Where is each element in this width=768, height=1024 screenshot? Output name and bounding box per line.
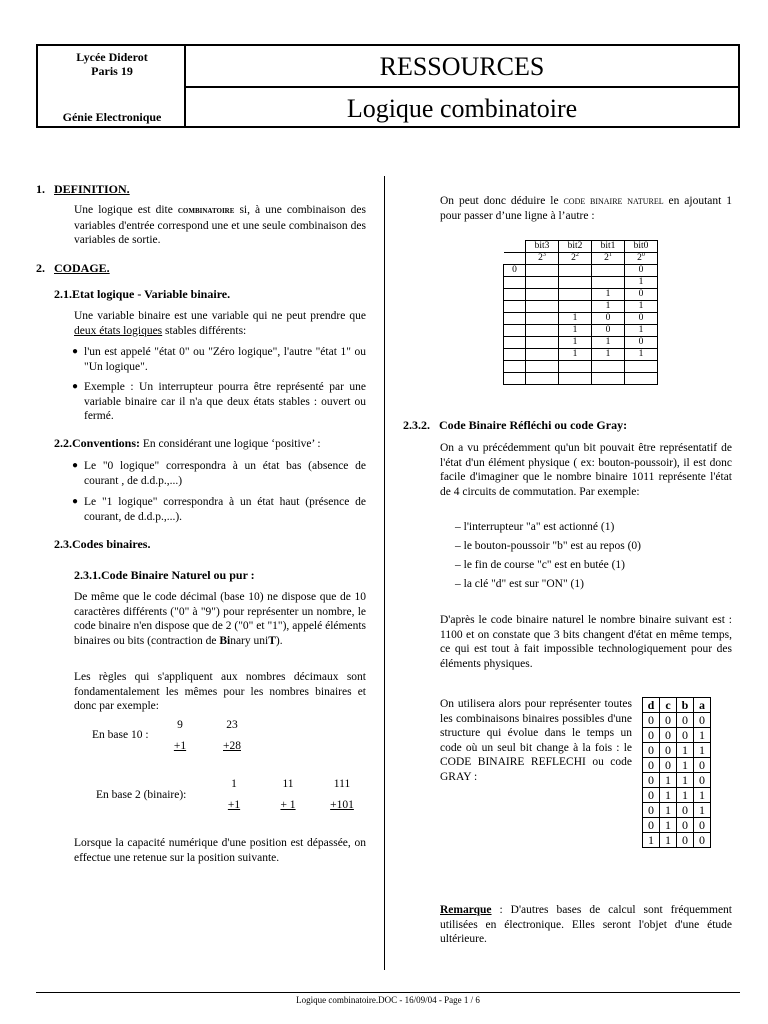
bullet-icon: ● xyxy=(72,346,79,357)
table-header-cell: d xyxy=(643,698,660,713)
table-cell: 0 xyxy=(643,728,660,743)
document-header xyxy=(36,44,740,128)
table-cell xyxy=(526,301,559,313)
table-cell: 1 xyxy=(677,788,694,803)
table-cell: 0 xyxy=(592,313,625,325)
table-cell xyxy=(504,337,526,349)
weight-base: 2 xyxy=(538,253,543,263)
section-title: Code Binaire Réfléchi ou code Gray: xyxy=(439,418,628,432)
table-row xyxy=(643,803,711,818)
base2-label: En base 2 (binaire): xyxy=(96,789,187,801)
table-cell: 1 xyxy=(625,277,658,289)
table-header-cell: b xyxy=(677,698,694,713)
text-run: On peut donc déduire le xyxy=(440,195,564,207)
header-divider xyxy=(186,86,738,88)
table-cell: 0 xyxy=(625,313,658,325)
section-2-3-1-heading: 2.3.1.Code Binaire Naturel ou pur : xyxy=(74,568,255,582)
table-row xyxy=(504,373,658,385)
binary-variable-paragraph xyxy=(74,309,366,338)
table-body xyxy=(504,265,658,385)
table-cell: 1 xyxy=(559,313,592,325)
table-cell: 0 xyxy=(677,803,694,818)
remark-paragraph xyxy=(440,903,732,947)
table-cell: 0 xyxy=(677,728,694,743)
section-number: 2. xyxy=(36,261,45,275)
table-cell: 0 xyxy=(643,713,660,728)
carry-paragraph: Lorsque la capacité numérique d'une position est dépassée, on effectue une retenue sur la position suivante. xyxy=(74,837,366,864)
text-run: en ajoutant 1 pour passer d’une ligne à l’autre : xyxy=(440,195,732,222)
table-cell xyxy=(559,373,592,385)
table-cell: 0 xyxy=(643,773,660,788)
table-cell: 1 xyxy=(559,325,592,337)
sum-operand: 111 xyxy=(333,778,351,790)
table-cell: 1 xyxy=(660,818,677,833)
header-school-box xyxy=(38,46,186,126)
section-2-3-heading: 2.3.Codes binaires. xyxy=(54,537,151,551)
table-cell: 0 xyxy=(625,289,658,301)
table-cell: 1 xyxy=(660,803,677,818)
gray-code-table xyxy=(642,697,711,848)
table-header-row xyxy=(504,241,658,253)
table-header-cell: c xyxy=(660,698,677,713)
department-name: Génie Electronique xyxy=(62,110,162,124)
table-cell: 1 xyxy=(660,773,677,788)
bullet-text: l'un est appelé "état 0" ou "Zéro logique", l'autre "état 1" ou "Un logique". xyxy=(84,346,366,373)
table-cell xyxy=(526,349,559,361)
weight-base: 2 xyxy=(571,253,576,263)
table-row xyxy=(504,277,658,289)
bullet-text: Le "1 logique" correspondra à un état haut (présence de courant, de d.d.p.,...). xyxy=(84,496,366,523)
dash-item-text: l'interrupteur "a" est actionné (1) xyxy=(463,521,615,533)
table-cell: 1 xyxy=(660,788,677,803)
table-cell: 0 xyxy=(694,773,711,788)
table-cell xyxy=(559,301,592,313)
table-cell: 1 xyxy=(677,758,694,773)
table-cell xyxy=(625,361,658,373)
base2-sum xyxy=(324,777,360,812)
sum-operand: 23 xyxy=(226,719,238,731)
dash-item: – le fin de course "c" est en butée (1) xyxy=(455,559,626,571)
text-run: Une logique est dite xyxy=(74,204,178,216)
table-cell: 1 xyxy=(694,743,711,758)
table-cell: 1 xyxy=(592,301,625,313)
table-cell: 1 xyxy=(677,773,694,788)
school-name: Lycée Diderot xyxy=(76,50,148,64)
table-cell: 0 xyxy=(694,713,711,728)
weight-cell xyxy=(526,253,559,265)
table-cell: 1 xyxy=(592,337,625,349)
sum-operand: 11 xyxy=(282,778,294,790)
table-cell: 1 xyxy=(592,289,625,301)
sum-operand: 9 xyxy=(177,719,183,731)
table-cell: 0 xyxy=(504,265,526,277)
table-row xyxy=(504,349,658,361)
section-2-3-2-heading xyxy=(403,418,733,434)
table-cell xyxy=(559,361,592,373)
school-city: Paris 19 xyxy=(91,64,133,78)
header-subtitle: Logique combinatoire xyxy=(346,94,578,123)
text-run: stables différents: xyxy=(162,324,247,337)
section-2-2-heading xyxy=(54,436,366,452)
natural-binary-table xyxy=(503,240,658,385)
gray-code-paragraph: On utilisera alors pour représenter toutes les combinaisons binaires possibles d'une structure qui évolue dans le temps un code où un seul bit change à la fois : le CODE BINAIRE REFLECHI ou code GRAY : xyxy=(440,698,632,783)
table-row xyxy=(643,758,711,773)
table-row xyxy=(643,728,711,743)
table-cell xyxy=(592,373,625,385)
section-title: 2.2.Conventions: xyxy=(54,436,141,450)
table-row xyxy=(643,773,711,788)
table-cell xyxy=(592,277,625,289)
table-header-cell: a xyxy=(694,698,711,713)
dash-item-text: le fin de course "c" est en butée (1) xyxy=(463,559,626,571)
table-cell: 0 xyxy=(677,713,694,728)
weight-base: 2 xyxy=(604,253,609,263)
natural-binary-paragraph xyxy=(74,590,366,648)
table-cell xyxy=(526,337,559,349)
table-cell: 1 xyxy=(592,349,625,361)
sum-addend: +28 xyxy=(223,739,241,752)
table-cell xyxy=(559,289,592,301)
table-cell: 0 xyxy=(694,758,711,773)
base2-sum xyxy=(220,777,248,812)
text-run: De même que le code décimal (base 10) ne dispose que de 10 caractères différents ("0" à "9") pour représenter un nombre, le code binaire n'en dispose que de 2 ("0" et "1"), appelé éléments binaires ou bits (contraction de xyxy=(74,591,366,647)
table-cell: 0 xyxy=(643,758,660,773)
dash-item-text: la clé "d" est sur "ON" (1) xyxy=(463,578,584,590)
table-cell xyxy=(559,265,592,277)
sum-addend: +101 xyxy=(330,798,354,811)
section-number: 1. xyxy=(36,182,45,196)
bullet-text: Exemple : Un interrupteur pourra être représenté par une variable binaire car il n'a que deux états stables : ouvert ou fermé. xyxy=(84,381,366,422)
table-cell: 0 xyxy=(643,818,660,833)
table-cell: 0 xyxy=(625,265,658,277)
table-header-cell: bit1 xyxy=(592,241,625,253)
table-cell: 1 xyxy=(643,833,660,848)
section-2-1-heading: 2.1.Etat logique - Variable binaire. xyxy=(54,287,231,301)
table-cell xyxy=(504,277,526,289)
sum-addend: +1 xyxy=(227,798,241,811)
table-cell xyxy=(526,289,559,301)
weight-base: 2 xyxy=(637,253,642,263)
table-cell xyxy=(526,325,559,337)
sum-addend: +1 xyxy=(173,739,187,752)
table-cell xyxy=(592,265,625,277)
table-cell: 0 xyxy=(592,325,625,337)
bullet-icon: ● xyxy=(72,496,79,507)
bold-text: Bi xyxy=(219,634,231,647)
base10-sum xyxy=(166,718,194,753)
table-cell xyxy=(526,361,559,373)
section-number: 2.3.2. xyxy=(403,418,430,432)
rules-paragraph: Les règles qui s'appliquent aux nombres décimaux sont fondamentalement les mêmes pour les nombres binaires et donc par exemple: xyxy=(74,671,366,712)
weight-exponent: 3 xyxy=(542,251,546,258)
bullet-item xyxy=(72,380,366,424)
table-row xyxy=(504,289,658,301)
table-row xyxy=(504,265,658,277)
table-cell xyxy=(592,361,625,373)
bullet-icon: ● xyxy=(72,381,79,392)
header-title: RESSOURCES xyxy=(379,52,545,81)
table-header-cell: bit0 xyxy=(625,241,658,253)
table-cell: 0 xyxy=(643,803,660,818)
keyword-combinatoire: combinatoire xyxy=(177,205,235,216)
table-cell xyxy=(504,241,526,253)
text-run: ). xyxy=(275,634,283,647)
weight-exponent: 1 xyxy=(608,251,612,258)
table-cell: 1 xyxy=(559,349,592,361)
table-cell xyxy=(504,301,526,313)
table-cell xyxy=(504,373,526,385)
table-cell: 0 xyxy=(660,713,677,728)
table-cell xyxy=(526,313,559,325)
section-1-heading xyxy=(36,182,130,197)
sum-operand: 1 xyxy=(231,778,237,790)
table-cell: 1 xyxy=(660,833,677,848)
bullet-item xyxy=(72,459,366,488)
text-run: nary uni xyxy=(230,634,269,647)
table-cell xyxy=(526,277,559,289)
table-weight-row xyxy=(504,253,658,265)
weight-cell xyxy=(625,253,658,265)
table-cell: 0 xyxy=(694,833,711,848)
table-cell xyxy=(625,373,658,385)
sum-addend: + 1 xyxy=(280,798,296,811)
base10-sum xyxy=(216,718,248,753)
table-header-row xyxy=(643,698,711,713)
column-divider xyxy=(384,176,385,970)
table-body xyxy=(643,713,711,848)
section-2-heading xyxy=(36,261,110,276)
table-cell xyxy=(504,349,526,361)
bullet-text: Le "0 logique" correspondra à un état bas (absence de courant , de d.d.p.,...) xyxy=(84,460,366,487)
definition-paragraph xyxy=(74,203,366,248)
table-row xyxy=(643,833,711,848)
natural-code-intro xyxy=(440,194,732,223)
base10-label: En base 10 : xyxy=(92,729,149,741)
remark-label: Remarque xyxy=(440,904,492,916)
table-row xyxy=(504,337,658,349)
section-title: DEFINITION. xyxy=(54,182,130,196)
table-row xyxy=(643,818,711,833)
table-row xyxy=(504,313,658,325)
bullet-icon: ● xyxy=(72,460,79,471)
table-cell: 0 xyxy=(694,818,711,833)
table-cell: 1 xyxy=(625,325,658,337)
weight-exponent: 0 xyxy=(641,251,645,258)
table-cell xyxy=(504,325,526,337)
gray-intro-paragraph: On a vu précédemment qu'un bit pouvait être représentatif de l'état d'un élément physique ( ex: bouton-poussoir), il est donc facile d'imaginer que le nombre binaire 1011 représente l'état de 4 circuits de commutation. Par exemple: xyxy=(440,442,732,498)
table-cell xyxy=(504,313,526,325)
table-cell: 0 xyxy=(643,788,660,803)
bullet-item xyxy=(72,495,366,524)
weight-exponent: 2 xyxy=(575,251,579,258)
bold-text: T xyxy=(268,634,276,647)
base2-sum xyxy=(271,777,305,812)
dash-item-text: le bouton-poussoir "b" est au repos (0) xyxy=(463,540,642,552)
table-cell: 1 xyxy=(677,743,694,758)
table-cell: 1 xyxy=(694,728,711,743)
text-run: si, à une combinaison des variables d'entrée correspond une et une seule combinaison des variables de sortie. xyxy=(74,204,366,246)
table-cell: 0 xyxy=(677,818,694,833)
table-row xyxy=(504,361,658,373)
page-footer: Logique combinatoire.DOC - 16/09/04 - Page 1 / 6 xyxy=(296,995,480,1005)
table-cell: 0 xyxy=(660,758,677,773)
table-cell: 0 xyxy=(660,728,677,743)
table-row xyxy=(504,325,658,337)
table-cell: 0 xyxy=(677,833,694,848)
footer-divider xyxy=(36,992,740,993)
table-cell: 1 xyxy=(625,349,658,361)
table-header-cell: bit3 xyxy=(526,241,559,253)
table-row xyxy=(643,743,711,758)
table-cell: 1 xyxy=(559,337,592,349)
gray-problem-paragraph: D'après le code binaire naturel le nombre binaire suivant est : 1100 et on constate que 3 bits changent d'état en même temps, ce qui est tout à fait impossible technologiquement pour des éléments physiques. xyxy=(440,614,732,670)
dash-item: – la clé "d" est sur "ON" (1) xyxy=(455,578,584,590)
dash-item: – le bouton-poussoir "b" est au repos (0) xyxy=(455,540,642,552)
underlined-text: deux états logiques xyxy=(74,324,163,337)
table-cell xyxy=(504,361,526,373)
table-row xyxy=(504,301,658,313)
dash-item: – l'interrupteur "a" est actionné (1) xyxy=(455,521,615,533)
table-cell: 0 xyxy=(660,743,677,758)
table-cell: 0 xyxy=(625,337,658,349)
table-row xyxy=(643,788,711,803)
section-title: CODAGE. xyxy=(54,261,110,275)
section-intro: En considérant une logique ‘positive’ : xyxy=(140,438,321,450)
text-run: Une variable binaire est une variable qui ne peut prendre que xyxy=(74,310,366,322)
table-cell: 0 xyxy=(643,743,660,758)
smallcaps-text: code binaire naturel xyxy=(563,195,664,207)
table-cell xyxy=(504,253,526,265)
table-cell: 1 xyxy=(694,803,711,818)
table-cell: 1 xyxy=(625,301,658,313)
bullet-item xyxy=(72,345,366,374)
table-cell: 1 xyxy=(694,788,711,803)
table-cell xyxy=(559,277,592,289)
table-cell xyxy=(526,373,559,385)
table-row xyxy=(643,713,711,728)
table-cell xyxy=(504,289,526,301)
table-cell xyxy=(526,265,559,277)
table-header-cell: bit2 xyxy=(559,241,592,253)
weight-cell xyxy=(592,253,625,265)
remark-text: : D'autres bases de calcul sont fréquemment utilisées en électronique. Elles seront l'objet d'une étude ultérieure. xyxy=(440,904,732,945)
weight-cell xyxy=(559,253,592,265)
